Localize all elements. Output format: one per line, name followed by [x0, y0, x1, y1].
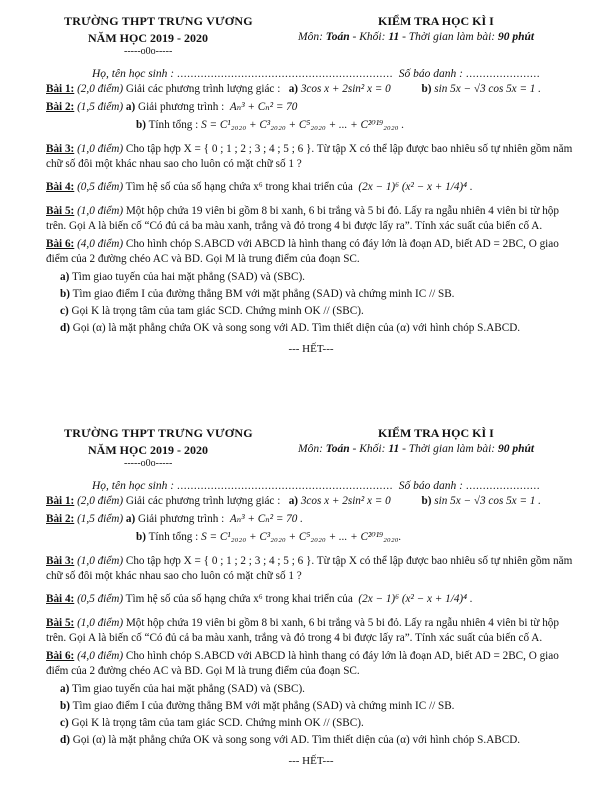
question-6d: d) Gọi (α) là mặt phẳng chứa OK và song song với AD. Tìm thiết diện của (α) với hình chóp S.ABCD.	[60, 734, 521, 746]
subject-line: Môn: Toán - Khối: 11 - Thời gian làm bài: 90 phút	[298, 443, 535, 455]
questions	[46, 82, 576, 357]
student-name-label: Họ, tên học sinh :	[92, 480, 175, 492]
question-2b: b) Tính tổng : S = C¹₂₀₂₀ + C³₂₀₂₀ + C⁵₂₀₂₀ + ... + C²⁰¹⁹₂₀₂₀.	[136, 531, 402, 543]
student-name-field: ................................................................	[176, 68, 393, 80]
student-name-field: ................................................................	[176, 480, 393, 492]
question-4: Bài 4: (0,5 điểm) Tìm hệ số của số hạng chứa x⁶ trong khai triển của (2x − 1)⁶ (x² − x + 1/4)⁴ .	[46, 593, 473, 605]
student-info-line	[92, 68, 572, 80]
exam-sheet-2	[0, 412, 616, 807]
question-1: Bài 1: (2,0 điểm) Giải các phương trình lượng giác : a) 3cos x + 2sin² x = 0 b) sin 5x − √3 cos 5x = 1 .	[46, 83, 541, 95]
end-marker: --- HẾT---	[288, 343, 334, 355]
header	[0, 426, 616, 492]
header	[0, 14, 616, 80]
question-5: Bài 5: (1,0 điểm) Một hộp chứa 19 viên bi gồm 8 bi xanh, 6 bi trắng và 5 bi đỏ. Lấy ra ngẫu nhiên 4 viên bi từ hộp trên. Gọi A là biến cố “Có đủ cả ba màu xanh, trắng và đỏ trong 4 bi được lấy ra”. Tính xác suất của biến cố A.	[46, 617, 559, 644]
question-3: Bài 3: (1,0 điểm) Cho tập hợp X = { 0 ; 1 ; 2 ; 3 ; 4 ; 5 ; 6 }. Từ tập X có thể lập được bao nhiêu số tự nhiên gồm năm chữ số đôi một khác nhau sao cho luôn có mặt chữ số 1 ?	[46, 143, 573, 170]
question-1: Bài 1: (2,0 điểm) Giải các phương trình lượng giác : a) 3cos x + 2sin² x = 0 b) sin 5x − √3 cos 5x = 1 .	[46, 495, 541, 507]
school-name: TRƯỜNG THPT TRƯNG VƯƠNG	[64, 426, 253, 440]
subject-line: Môn: Toán - Khối: 11 - Thời gian làm bài: 90 phút	[298, 31, 535, 43]
exam-title: KIỂM TRA HỌC KÌ I	[378, 426, 494, 440]
question-6c: c) Gọi K là trọng tâm của tam giác SCD. Chứng minh OK // (SBC).	[60, 717, 364, 729]
question-6c: c) Gọi K là trọng tâm của tam giác SCD. Chứng minh OK // (SBC).	[60, 305, 364, 317]
question-2b: b) Tính tổng : S = C¹₂₀₂₀ + C³₂₀₂₀ + C⁵₂₀₂₀ + ... + C²⁰¹⁹₂₀₂₀ .	[136, 119, 405, 131]
student-name-label: Họ, tên học sinh :	[92, 68, 175, 80]
header-divider: -----o0o-----	[124, 458, 173, 469]
question-6: Bài 6: (4,0 điểm) Cho hình chóp S.ABCD với ABCD là hình thang có đáy lớn là đoạn AD, biết AD = 2BC, O giao điểm của 2 đường chéo AC và BD. Gọi M là trung điểm của đoạn SC.	[46, 650, 559, 677]
school-year: NĂM HỌC 2019 - 2020	[88, 31, 208, 45]
exam-title: KIỂM TRA HỌC KÌ I	[378, 14, 494, 28]
question-6a: a) Tìm giao tuyến của hai mặt phẳng (SAD) và (SBC).	[60, 683, 305, 695]
question-3: Bài 3: (1,0 điểm) Cho tập hợp X = { 0 ; 1 ; 2 ; 3 ; 4 ; 5 ; 6 }. Từ tập X có thể lập được bao nhiêu số tự nhiên gồm năm chữ số đôi một khác nhau sao cho luôn có mặt chữ số 1 ?	[46, 555, 573, 582]
end-marker: --- HẾT---	[288, 755, 334, 767]
question-4: Bài 4: (0,5 điểm) Tìm hệ số của số hạng chứa x⁶ trong khai triển của (2x − 1)⁶ (x² − x + 1/4)⁴ .	[46, 181, 473, 193]
question-6a: a) Tìm giao tuyến của hai mặt phẳng (SAD) và (SBC).	[60, 271, 305, 283]
exam-sheet-1	[0, 0, 616, 395]
school-year: NĂM HỌC 2019 - 2020	[88, 443, 208, 457]
header-divider: -----o0o-----	[124, 46, 173, 57]
student-id-field: ......................	[465, 68, 541, 80]
question-6: Bài 6: (4,0 điểm) Cho hình chóp S.ABCD với ABCD là hình thang có đáy lớn là đoạn AD, biết AD = 2BC, O giao điểm của 2 đường chéo AC và BD. Gọi M là trung điểm của đoạn SC.	[46, 238, 559, 265]
question-2: Bài 2: (1,5 điểm) a) Giải phương trình : Aₙ³ + Cₙ² = 70 .	[46, 513, 303, 525]
question-2: Bài 2: (1,5 điểm) a) Giải phương trình : Aₙ³ + Cₙ² = 70	[46, 101, 298, 113]
question-6b: b) Tìm giao điểm I của đường thẳng BM với mặt phẳng (SAD) và chứng minh IC // SB.	[60, 288, 455, 300]
question-6d: d) Gọi (α) là mặt phẳng chứa OK và song song với AD. Tìm thiết diện của (α) với hình chóp S.ABCD.	[60, 322, 521, 334]
student-id-label: Số báo danh :	[398, 68, 463, 80]
student-info-line	[92, 480, 572, 492]
student-id-label: Số báo danh :	[398, 480, 463, 492]
questions	[46, 494, 576, 769]
question-5: Bài 5: (1,0 điểm) Một hộp chứa 19 viên bi gồm 8 bi xanh, 6 bi trắng và 5 bi đỏ. Lấy ra ngẫu nhiên 4 viên bi từ hộp trên. Gọi A là biến cố “Có đủ cả ba màu xanh, trắng và đỏ trong 4 bi được lấy ra”. Tính xác suất của biến cố A.	[46, 205, 559, 232]
school-name: TRƯỜNG THPT TRƯNG VƯƠNG	[64, 14, 253, 28]
question-6b: b) Tìm giao điểm I của đường thẳng BM với mặt phẳng (SAD) và chứng minh IC // SB.	[60, 700, 455, 712]
student-id-field: ......................	[465, 480, 541, 492]
